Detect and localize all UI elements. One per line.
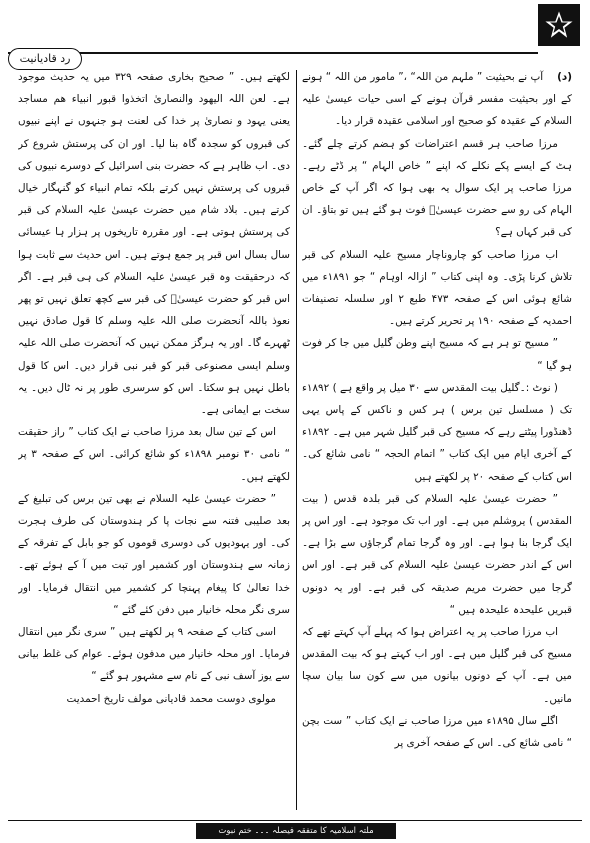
footer-band: ملتہ اسلامیہ کا متفقہ فیصلہ ۔۔۔ ختم نبوت <box>196 823 396 839</box>
left-quote-1: ” حضرت عیسیٰ علیہ السلام نے بھی تین برس کی تبلیغ کے بعد صلیبی فتنہ سے نجات پا کر ہندوستان کی طرف ہجرت کی۔ اور یہودیوں کی دوسری قوموں کو جو بابل کے تفرقہ کے زمانہ سے ہندوستان اور کشمیر اور تبت میں آ کے ہوئے تھے۔ خدا تعالیٰ کا پیغام پہنچا کر کشمیر میں انتقال فرمایا۔ اور سری نگر محلہ خانیار میں دفن کئے گئے “ <box>18 492 290 616</box>
header-rule <box>8 52 538 54</box>
right-paragraph-2: مرزا صاحب ہر قسم اعتراضات کو ہضم کرتے چلے گئے۔ ہٹ کے ایسے پکے نکلے کہ اپنے ” خاص الہام “ پر ڈٹے رہے۔ مرزا صاحب پر ایک سوال یہ بھی ہوا کہ اگر آپ کے خاص الہام کی رو سے حضرت عیسیٰؑ فوت ہو گئے ہیں تو بتاؤ۔ ان کی قبر کہاں ہے؟ <box>302 137 572 239</box>
left-paragraph-1: لکھتے ہیں۔ ” صحیح بخاری صفحہ ۳۲۹ میں یہ حدیث موجود ہے۔ لعن اللہ الیھود والنصاریٰ اتخذوا قبور انبیاء ھم مساجد یعنی یہود و نصاریٰ پر خدا کی لعنت ہو جنہوں نے اپنے نبیوں کی قبروں کو سجدہ گاہ بنا لیا۔ اور ان کی پرستش شروع کر دی۔ اب ظاہر ہے کہ حضرت بنی اسرائیل کے دوسرے نبیوں کی قبروں کی پرستش نہیں کرتے بلکہ تمام انبیاء کو گنہگار خیال کرتے ہیں۔ بلاد شام میں حضرت عیسیٰ علیہ السلام کی قبر کی پرستش ہوتی ہے۔ اور مقررہ تاریخوں پر ہزار ہا عیسائی سال بسال اس قبر پر جمع ہوتے ہیں۔ اس حدیث سے ثابت ہوا کہ درحقیقت وہ قبر عیسیٰ علیہ السلام کی ہی قبر ہے۔ اگر اس قبر کو حضرت عیسیٰؑ کی قبر سے کچھ تعلق نہیں تو پھر نعوذ باللہ آنحضرت صلی اللہ علیہ وسلم کا قول صادق نہیں ٹھہرے گا۔ اور یہ ہرگز ممکن نہیں کہ آنحضرت صلی اللہ علیہ وسلم ایسی مصنوعی قبر کو قبر نبی قرار دیں۔ اس کا قول باطل نہیں ہو سکتا۔ اس کو سرسری طور پر نہ ٹال دیں۔ یہ سخت بے ایمانی ہے۔ <box>18 71 290 417</box>
right-quote-1: ” مسیح تو ہر ہے کہ مسیح اپنے وطن گلیل میں جا کر فوت ہو گیا “ <box>302 337 572 372</box>
section-marker: (د) <box>557 71 572 83</box>
footer-rule <box>8 820 582 821</box>
header-brand-label: رد قادیانیت <box>8 48 82 70</box>
right-paragraph-5: اب مرزا صاحب پر یہ اعتراض ہوا کہ پہلے آپ کہتے تھے کہ مسیح کی قبر گلیل میں ہے۔ اور اب کہتے ہو کہ بیت المقدس میں ہے۔ آپ کے دونوں بیانوں میں سے کون سا بیان سچا مانیں۔ <box>302 626 572 705</box>
left-paragraph-3: اسی کتاب کے صفحہ ۹ پر لکھتے ہیں ” سری نگر میں انتقال فرمایا۔ اور محلہ خانیار میں مدفون ہوئے۔ عوام کی غلط بیانی سے یوز آسف نبی کے نام سے مشہور ہو گئے “ <box>18 626 290 683</box>
right-paragraph-4: ( نوٹ :۔گلیل بیت المقدس سے ۳۰ میل پر واقع ہے ) ۱۸۹۲ء تک ( مسلسل تین برس ) ہر کس و ناکس کے پاس یہی ڈھنڈورا پیٹتے رہے کہ مسیح کی قبر گلیل شہر میں ہے۔ ۱۸۹۲ء کے آخری ایام میں ایک کتاب ” اتمام الحجہ “ نامی شائع کی۔ اس کتاب کے صفحہ ۲۰ پر لکھتے ہیں <box>302 381 572 483</box>
left-signature-line: مولوی دوست محمد قادیانی مولف تاریخ احمدیت <box>66 692 276 705</box>
left-column <box>18 66 290 812</box>
star-logo-icon <box>538 4 580 46</box>
left-paragraph-2: اس کے تین سال بعد مرزا صاحب نے ایک کتاب ” راز حقیقت “ نامی ۳۰ نومبر ۱۸۹۸ء کو شائع کرائی۔ اس کے صفحہ ۳ پر لکھتے ہیں۔ <box>18 426 290 483</box>
right-quote-2: ” حضرت عیسیٰ علیہ السلام کی قبر بلدہ قدس ( بیت المقدس ) یروشلم میں ہے۔ اور اب تک موجود ہے۔ اور اس پر ایک گرجا بنا ہوا ہے۔ اور وہ گرجا تمام گرجاؤں سے بڑا ہے۔ اس کے اندر حضرت عیسیٰ علیہ السلام کی قبر ہے۔ اور اس گرجا میں حضرت مریم صدیقہ کی قبر ہے۔ اور یہ دونوں قبریں علیحدہ علیحدہ ہیں “ <box>302 492 572 616</box>
right-column <box>302 66 572 812</box>
right-paragraph-3: اب مرزا صاحب کو چاروناچار مسیح علیہ السلام کی قبر تلاش کرنا پڑی۔ وہ اپنی کتاب ” ازالہ اوہام “ جو ۱۸۹۱ء میں شائع ہوئی اس کے صفحہ ۴۷۳ طبع ۲ اور سلسلہ تصنیفات احمدیہ کے صفحہ ۱۹۰ پر تحریر کرتے ہیں۔ <box>302 248 572 328</box>
right-paragraph-6: اگلے سال ۱۸۹۵ء میں مرزا صاحب نے ایک کتاب ” ست بچن “ نامی شائع کی۔ اس کے صفحہ آخری پر <box>302 714 572 750</box>
right-paragraph-1: (د)آپ نے بحیثیت ” ملہم من اللہ“ ،” مامور من اللہ “ ہونے کے اور بحیثیت مفسر قرآن ہونے کے اسی حیات عیسیٰ علیہ السلام کے عقیدہ کو صحیح اور اسلامی عقیدہ قرار دیا۔ <box>302 71 572 128</box>
column-divider <box>296 70 297 810</box>
